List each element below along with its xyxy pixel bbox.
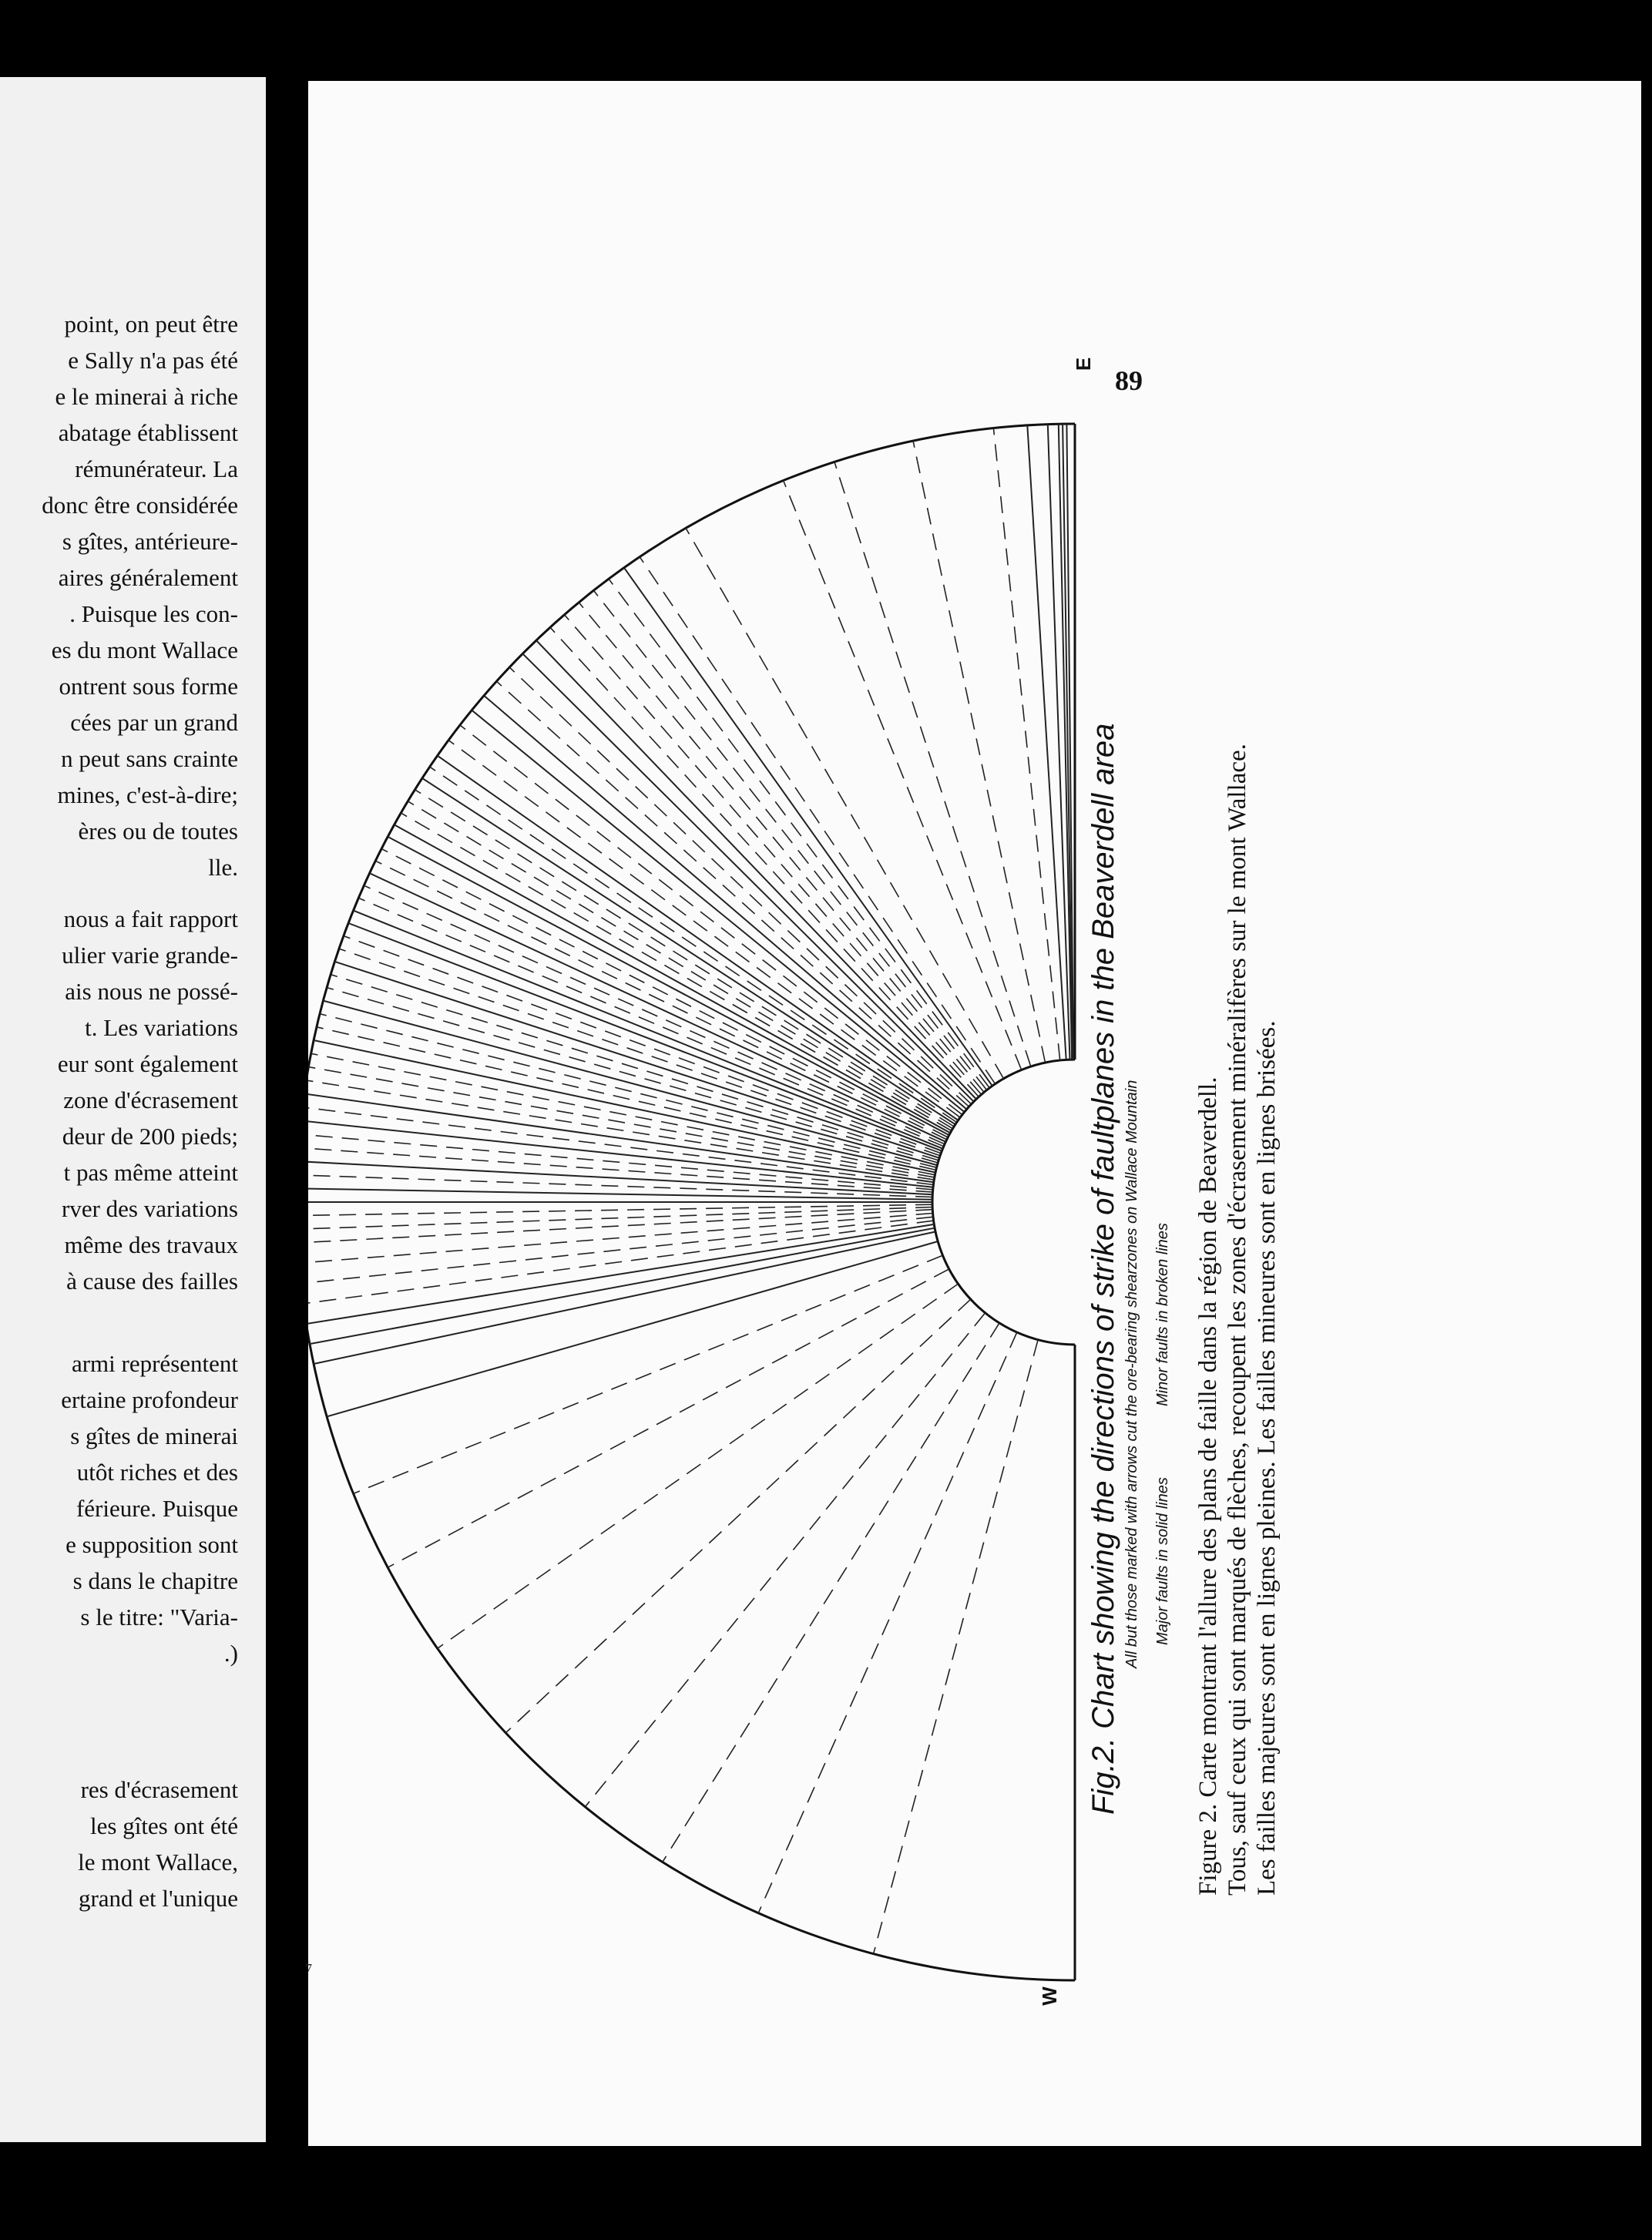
minor-fault-ray xyxy=(784,481,1022,1070)
major-fault-ray xyxy=(314,1232,935,1365)
caption-note-minor: Minor faults in broken lines xyxy=(1154,1223,1171,1406)
left-page-line: rémunérateur. La xyxy=(75,455,238,482)
fan-rays xyxy=(308,424,1073,1954)
bottom-marker: 7 xyxy=(305,1961,312,1976)
left-page-line: lle. xyxy=(208,854,238,881)
major-fault-ray xyxy=(438,756,959,1120)
minor-fault-ray xyxy=(320,1014,937,1168)
minor-fault-ray xyxy=(308,1080,934,1180)
right-page xyxy=(308,81,1641,2146)
left-page-line: donc être considérée xyxy=(42,492,238,519)
minor-fault-ray xyxy=(913,441,1046,1063)
caption-fr-line2: Tous, sauf ceux qui sont marqués de flèches, recoupent les zones d'écrasement minéralifères sur le mont Wallace. xyxy=(1224,744,1251,1896)
major-fault-ray xyxy=(314,1040,935,1173)
left-page-line: armi représentent xyxy=(71,1350,238,1377)
minor-fault-ray xyxy=(308,1067,935,1177)
left-page-line: férieure. Puisque xyxy=(76,1495,238,1522)
minor-fault-ray xyxy=(758,1332,1017,1913)
left-page-line: .) xyxy=(223,1640,238,1667)
fan-inner-arc xyxy=(932,1060,1075,1345)
minor-fault-ray xyxy=(354,1255,943,1493)
major-fault-ray xyxy=(472,710,964,1112)
minor-fault-ray xyxy=(585,1313,985,1807)
left-page-line: rver des variations xyxy=(62,1195,238,1222)
major-fault-ray xyxy=(1048,425,1070,1060)
caption-fr-line3: Les failles majeures sont en lignes pleines. Les failles mineures sont en lignes brisées. xyxy=(1253,1020,1281,1896)
left-page-line: grand et l'unique xyxy=(78,1885,238,1912)
major-fault-ray xyxy=(388,837,949,1135)
east-label: E xyxy=(1072,357,1096,371)
left-page-line: . Puisque les con- xyxy=(69,600,238,627)
page-number: 89 xyxy=(1115,365,1143,396)
left-page-line: ulier varie grande- xyxy=(62,942,238,969)
west-label: W xyxy=(1037,1986,1061,2006)
left-page-line: point, on peut être xyxy=(64,311,238,338)
left-page-line: eur sont également xyxy=(57,1050,238,1077)
minor-fault-ray xyxy=(509,667,971,1104)
minor-fault-ray xyxy=(460,725,962,1115)
caption-note-major: Major faults in solid lines xyxy=(1154,1477,1171,1645)
left-page-line: n peut sans crainte xyxy=(61,745,238,772)
major-fault-ray xyxy=(334,962,939,1158)
major-fault-ray xyxy=(348,923,942,1151)
left-page-line: t. Les variations xyxy=(85,1014,238,1041)
minor-fault-ray xyxy=(308,1107,933,1185)
left-page-line: es du mont Wallace xyxy=(51,636,238,663)
left-page-line: ontrent sous forme xyxy=(59,673,238,700)
left-page-line: même des travaux xyxy=(64,1231,238,1258)
left-page-line: à cause des failles xyxy=(66,1268,238,1295)
left-page-line: s gîtes de minerai xyxy=(70,1422,238,1449)
left-page-line: res d'écrasement xyxy=(80,1776,238,1803)
left-page-line: ertaine profondeur xyxy=(61,1386,238,1413)
major-fault-ray xyxy=(522,653,973,1101)
minor-fault-ray xyxy=(308,1207,932,1230)
major-fault-ray xyxy=(624,568,992,1086)
left-page xyxy=(0,77,266,2142)
left-page-line: e le minerai à riche xyxy=(55,383,238,410)
left-page-line: s le titre: "Varia- xyxy=(80,1604,238,1630)
left-page-line: nous a fait rapport xyxy=(63,905,238,932)
left-page-text xyxy=(0,77,266,2142)
major-fault-ray xyxy=(536,640,976,1100)
left-page-line: s dans le chapitre xyxy=(72,1567,238,1594)
left-page-line: utôt riches et des xyxy=(76,1459,238,1486)
left-page-line: abatage établissent xyxy=(58,419,238,446)
minor-fault-ray xyxy=(993,428,1059,1061)
minor-fault-ray xyxy=(640,557,995,1084)
left-page-line: mines, c'est-à-dire; xyxy=(57,781,238,808)
major-fault-ray xyxy=(323,1001,937,1166)
left-page-line: les gîtes ont été xyxy=(90,1812,238,1839)
left-page-line: aires généralement xyxy=(58,564,238,591)
minor-fault-ray xyxy=(308,1221,934,1304)
left-page-line: ères ou de toutes xyxy=(78,818,238,845)
left-page-line: t pas même atteint xyxy=(63,1159,238,1186)
minor-fault-ray xyxy=(308,1214,933,1264)
left-page-line: e supposition sont xyxy=(65,1531,238,1558)
major-fault-ray xyxy=(422,778,955,1124)
minor-fault-ray xyxy=(686,528,1004,1079)
left-page-line: s gîtes, antérieure- xyxy=(62,528,238,555)
left-page-line: cées par un grand xyxy=(70,709,238,736)
major-fault-ray xyxy=(327,1241,938,1416)
minor-fault-ray xyxy=(308,1210,932,1243)
minor-fault-ray xyxy=(308,1134,933,1190)
minor-fault-ray xyxy=(834,462,1031,1066)
major-fault-ray xyxy=(308,1224,934,1324)
minor-fault-ray xyxy=(430,767,957,1122)
caption-note-arrows: All but those marked with arrows cut the ore-bearing shearzones on Wallace Mountain xyxy=(1123,1080,1140,1668)
caption-title: Fig.2. Chart showing the directions of strike of faultplanes in the Beaverdell area xyxy=(1086,723,1120,1815)
minor-fault-ray xyxy=(663,1323,999,1862)
fault-strike-chart xyxy=(308,81,1641,2146)
minor-fault-ray xyxy=(375,861,946,1140)
caption-fr-line1: Figure 2. Carte montrant l'allure des plans de faille dans la région de Beaverdell. xyxy=(1194,1076,1222,1896)
left-page-line: le mont Wallace, xyxy=(78,1849,238,1876)
left-page-line: e Sally n'a pas été xyxy=(68,347,238,374)
minor-fault-ray xyxy=(874,1340,1039,1954)
major-fault-ray xyxy=(310,1228,935,1344)
minor-fault-ray xyxy=(438,1284,959,1648)
left-page-line: zone d'écrasement xyxy=(63,1086,238,1113)
left-page-line: ais nous ne possé- xyxy=(65,978,238,1005)
left-page-line: deur de 200 pieds; xyxy=(62,1123,238,1150)
minor-fault-ray xyxy=(505,1299,970,1733)
